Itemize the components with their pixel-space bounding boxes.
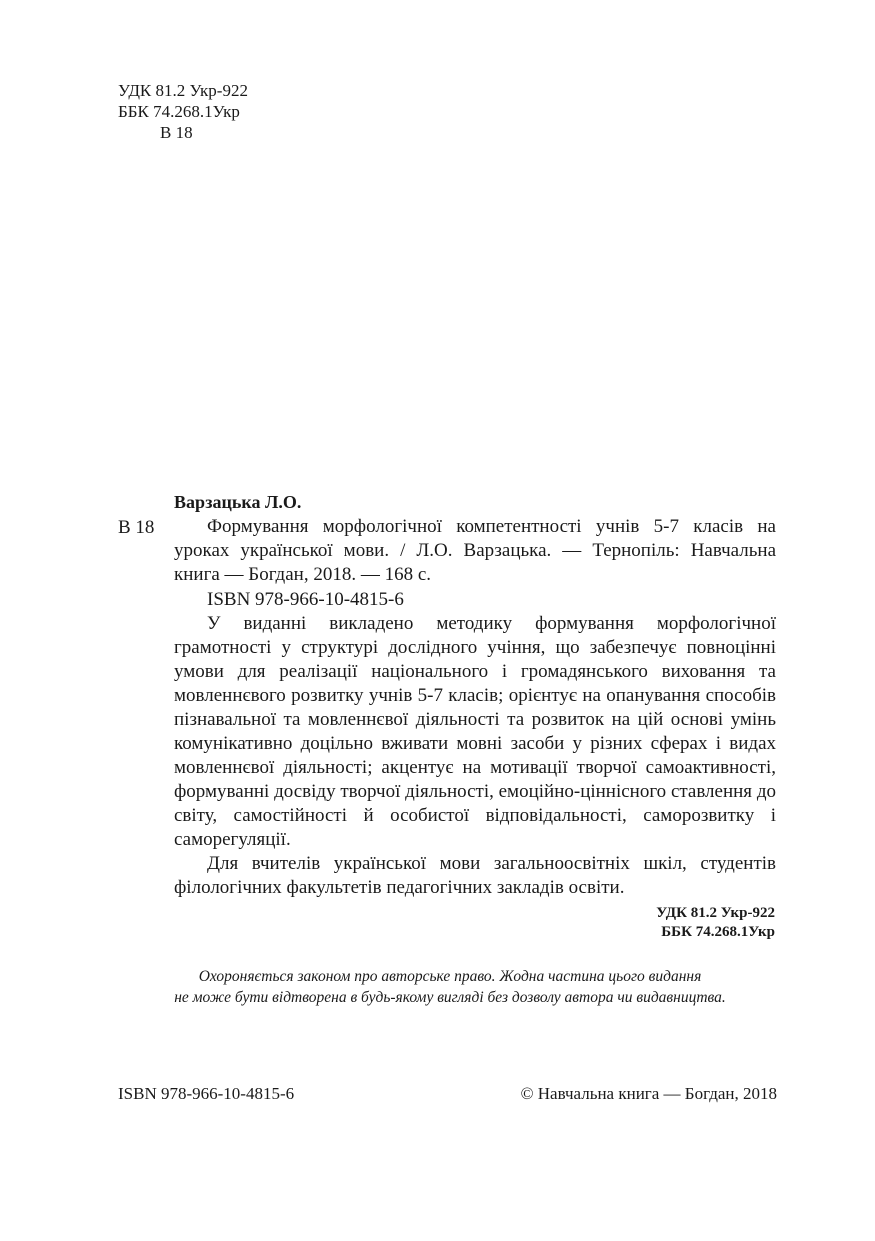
bibliographic-description: Формування морфологічної компетентності учнів 5-7 класів на уроках української мови. / Л.О. Варзацька. — Тернопіль: Навчальна книга — Богдан, 2018. — 168 с. <box>174 516 776 585</box>
author-mark-code: В 18 <box>160 123 193 142</box>
bibliographic-entry <box>174 515 776 900</box>
entry-isbn: ISBN 978-966-10-4815-6 <box>207 589 404 610</box>
udk-code-bottom: УДК 81.2 Укр-922 <box>656 905 775 921</box>
footer-copyright: © Навчальна книга — Богдан, 2018 <box>520 1084 777 1103</box>
annotation-text: У виданні викладено методику формування морфологічної грамотності у структурі дослідного учіння, що забезпечує повноцінні умови для реалізації національного і громадянського виховання та мовленнєвого розвитку учнів 5-7 класів; орієнтує на опанування способів пізнавальної та мовленнєвої діяльності та розвиток на цій основі умінь комунікативно доцільно вживати мовні засоби у різних сферах і видах мовленнєвої діяльності; акцентує на мотивації творчої самоактивності, формуванні досвіду творчої діяльності, емоційно-ціннісного ставлення до світу, самостійності й особистої відповідальності, саморозвитку і саморегуляції. <box>174 613 776 850</box>
copyright-notice <box>100 966 800 1008</box>
entry-author-mark: В 18 <box>118 517 155 538</box>
bottom-classification-block <box>656 904 775 942</box>
bbk-code-bottom: ББК 74.268.1Укр <box>661 924 775 940</box>
footer-isbn: ISBN 978-966-10-4815-6 <box>118 1084 295 1103</box>
audience-text: Для вчителів української мови загальноосвітніх шкіл, студентів філологічних факультетів педагогічних закладів освіти. <box>174 853 776 898</box>
bbk-code: ББК 74.268.1Укр <box>118 102 240 121</box>
author-name: Варзацька Л.О. <box>174 492 302 512</box>
top-classification-block <box>118 80 248 143</box>
copyright-notice-line-1: Охороняється законом про авторське право. Жодна частина цього видання <box>198 968 702 985</box>
copyright-notice-line-2: не може бути відтворена в будь-якому вигляді без дозволу автора чи видавництва. <box>174 989 726 1006</box>
udk-code: УДК 81.2 Укр-922 <box>118 81 248 100</box>
